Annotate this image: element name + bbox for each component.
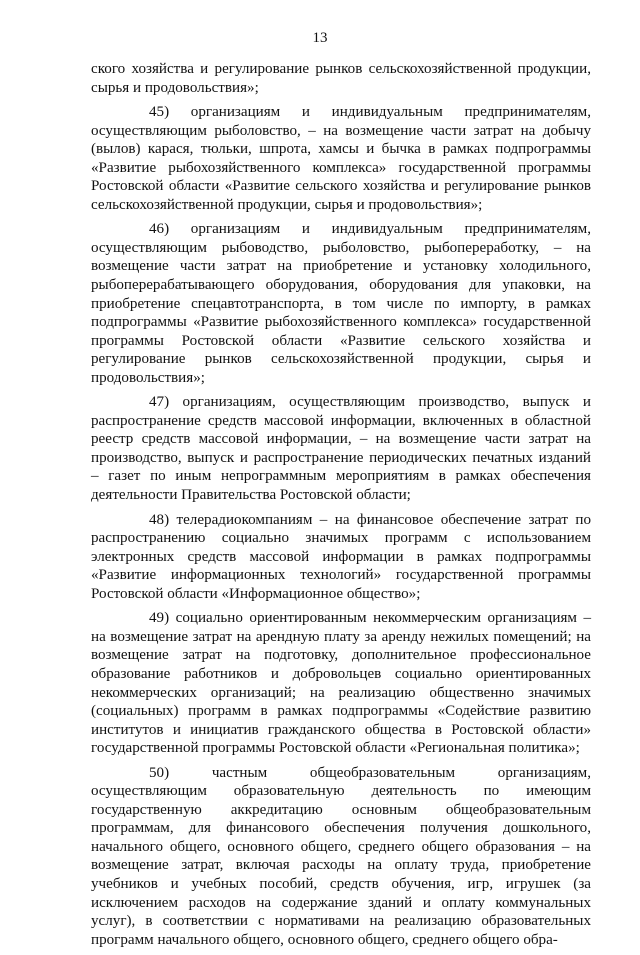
paragraph-45: 45) организациям и индивидуальным предпринимателям, осуществляющим рыболовство, – на возмещение части затрат на добычу (вылов) карася, тюльки, шпрота, хамсы и бычка в рамках подпрограммы «Развитие рыбохозяйственного комплекса» государственной программы Ростовской области «Развитие сельского хозяйства и регулирование рынков сельскохозяйственной продукции, сырья и продовольствия»; <box>91 104 591 213</box>
paragraph-48: 48) телерадиокомпаниям – на финансовое обеспечение затрат по распространению социально значимых программ с использованием электронных средств массовой информации в рамках подпрограммы «Развитие информационных технологий» государственной программы Ростовской области «Информационное общество»; <box>91 511 591 602</box>
paragraph-47: 47) организациям, осуществляющим производство, выпуск и распространение средств массовой информации, включенных в областной реестр средств массовой информации, – на возмещение части затрат на производство, выпуск и распространение периодических печатных изданий – газет по иным непрограммным мероприятиям в рамках обеспечения деятельности Правительства Ростовской области; <box>91 394 591 504</box>
paragraph-49: 49) социально ориентированным некоммерческим организациям – на возмещение затрат на арендную плату за аренду нежилых помещений; на возмещение затрат на подготовку, дополнительное профессиональное образование работников и добровольцев социально ориентированных некоммерческих организаций; на реализацию общественно значимых (социальных) программ в рамках подпрограммы «Содействие развитию институтов и инициатив гражданского общества в Ростовской области» государственной программы Ростовской области «Региональная политика»; <box>91 610 591 757</box>
paragraph-50: 50) частным общеобразовательным организациям, осуществляющим образовательную деятельность по имеющим государственную аккредитацию основным общеобразовательным программам, для финансового обеспечения получения дошкольного, начального общего, основного общего, среднего общего образования – на возмещение затрат, включая расходы на оплату труда, приобретение учебников и учебных пособий, средств обучения, игр, игрушек (за исключением расходов на содержание зданий и оплату коммунальных услуг), в соответствии с нормативами на реализацию образовательных программ начального общего, основного общего, среднего общего обра- <box>91 764 591 948</box>
paragraph-continuation: ского хозяйства и регулирование рынков сельскохозяйственной продукции, сырья и продовольствия»; <box>91 61 591 96</box>
page-number: 13 <box>312 30 328 46</box>
paragraph-46: 46) организациям и индивидуальным предпринимателям, осуществляющим рыбоводство, рыболовство, рыбопереработку, – на возмещение части затрат на приобретение и установку холодильного, рыбоперерабатывающего оборудования, оборудования для упаковки, на приобретение спецавтотранспорта, в том числе по импорту, в рамках подпрограммы «Развитие рыбохозяйственного комплекса» государственной программы Ростовской области «Развитие сельского хозяйства и регулирование рынков сельскохозяйственной продукции, сырья и продовольствия»; <box>91 221 591 386</box>
document-body <box>91 60 591 955</box>
